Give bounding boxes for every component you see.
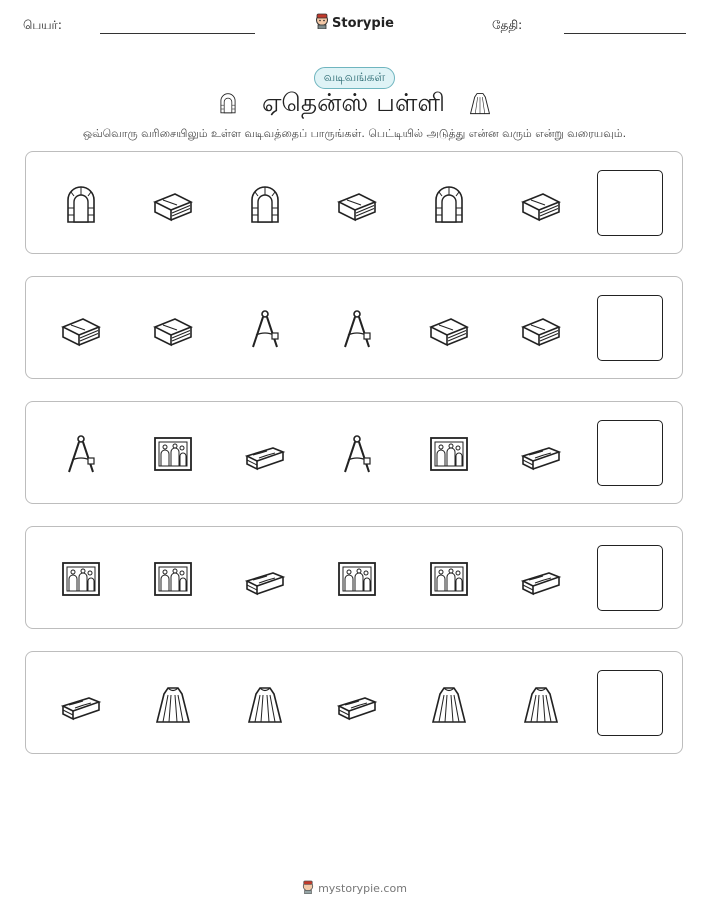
- answer-box[interactable]: [597, 670, 663, 736]
- painting-icon: [151, 432, 195, 476]
- footer-url[interactable]: mystorypie.com: [318, 882, 407, 895]
- name-label: பெயர்:: [23, 18, 62, 32]
- date-line[interactable]: [564, 33, 686, 34]
- book-icon: [519, 307, 563, 351]
- title-block: [0, 88, 709, 121]
- stone-icon: [519, 432, 563, 476]
- pattern-row: [25, 401, 683, 504]
- storypie-logo-icon: [315, 13, 329, 33]
- stone-icon: [519, 557, 563, 601]
- arch-icon: [216, 89, 240, 121]
- cape-icon: [467, 89, 493, 121]
- painting-icon: [59, 557, 103, 601]
- book-icon: [427, 307, 471, 351]
- cape-icon: [427, 682, 471, 726]
- footer: [0, 880, 709, 897]
- stone-icon: [243, 557, 287, 601]
- arch-icon: [59, 182, 103, 226]
- stone-icon: [59, 682, 103, 726]
- brand-name: Storypie: [332, 15, 394, 31]
- painting-icon: [151, 557, 195, 601]
- compass-icon: [59, 432, 103, 476]
- book-icon: [151, 307, 195, 351]
- date-label: தேதி:: [492, 18, 523, 32]
- answer-box[interactable]: [597, 420, 663, 486]
- cape-icon: [519, 682, 563, 726]
- stone-icon: [243, 432, 287, 476]
- cape-icon: [243, 682, 287, 726]
- compass-icon: [243, 307, 287, 351]
- arch-icon: [243, 182, 287, 226]
- painting-icon: [427, 557, 471, 601]
- answer-box[interactable]: [597, 170, 663, 236]
- pattern-row: [25, 526, 683, 629]
- pattern-row: [25, 276, 683, 379]
- stone-icon: [335, 682, 379, 726]
- topic-badge: வடிவங்கள்: [314, 67, 396, 89]
- painting-icon: [335, 557, 379, 601]
- book-icon: [335, 182, 379, 226]
- storypie-logo-icon: [302, 880, 314, 897]
- pattern-row: [25, 651, 683, 754]
- instructions: ஒவ்வொரு வரிசையிலும் உள்ள வடிவத்தைப் பாருங்கள். பெட்டியில் அடுத்து என்ன வரும் என்று வரையவும்.: [82, 127, 627, 140]
- compass-icon: [335, 307, 379, 351]
- compass-icon: [335, 432, 379, 476]
- answer-box[interactable]: [597, 295, 663, 361]
- book-icon: [519, 182, 563, 226]
- answer-box[interactable]: [597, 545, 663, 611]
- brand: [0, 13, 709, 33]
- painting-icon: [427, 432, 471, 476]
- arch-icon: [427, 182, 471, 226]
- book-icon: [151, 182, 195, 226]
- cape-icon: [151, 682, 195, 726]
- page-title: ஏதென்ஸ் பள்ளி: [261, 88, 446, 117]
- book-icon: [59, 307, 103, 351]
- name-line[interactable]: [100, 33, 255, 34]
- pattern-row: [25, 151, 683, 254]
